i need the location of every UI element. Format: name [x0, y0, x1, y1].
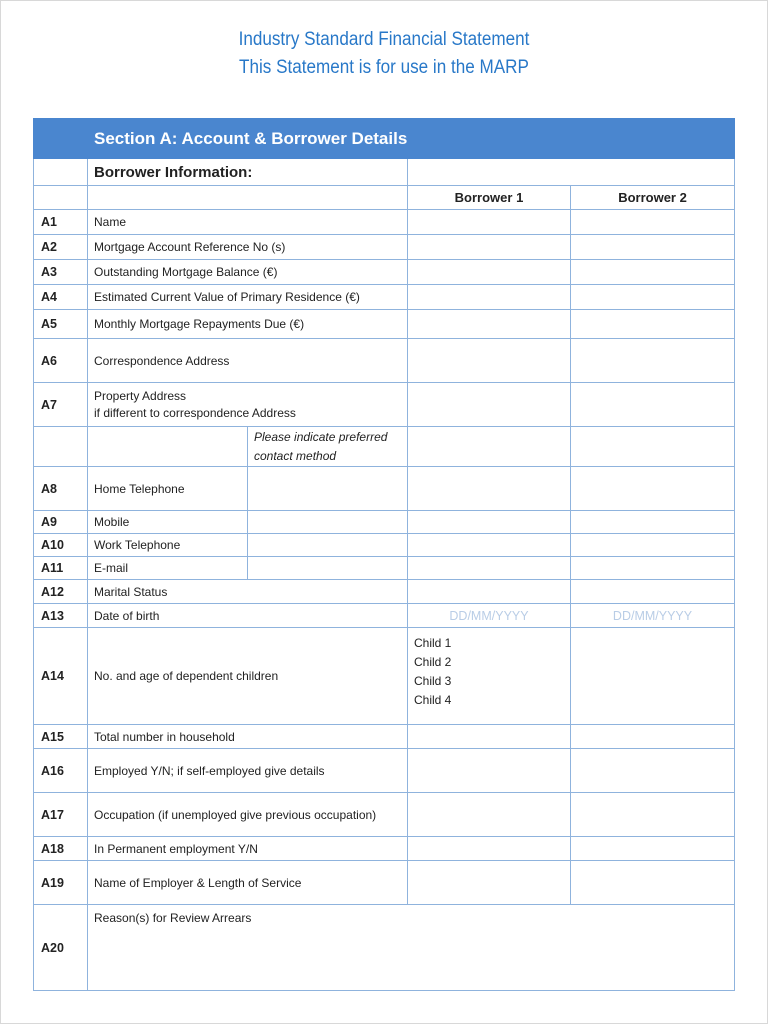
- borrower-details-form: [33, 118, 735, 991]
- borrower1-employer-field[interactable]: [408, 861, 571, 905]
- document-subtitle: This Statement is for use in the MARP: [239, 57, 529, 78]
- row-label: Outstanding Mortgage Balance (€): [88, 260, 408, 285]
- row-code: A14: [34, 628, 88, 725]
- borrower1-name-field[interactable]: [408, 210, 571, 235]
- form-row: [34, 260, 735, 285]
- borrower2-household-field[interactable]: [571, 725, 735, 749]
- reasons-field[interactable]: [88, 905, 735, 991]
- borrower1-home-telephone-field[interactable]: [408, 467, 571, 511]
- borrower2-residence-value-field[interactable]: [571, 285, 735, 310]
- borrower2-correspondence-address-field[interactable]: [571, 339, 735, 383]
- form-row: [34, 210, 735, 235]
- home-telephone-preferred-field[interactable]: [248, 467, 408, 511]
- borrower1-correspondence-address-field[interactable]: [408, 339, 571, 383]
- form-row: [34, 557, 735, 580]
- borrower-info-row: [34, 159, 735, 186]
- row-code: A3: [34, 260, 88, 285]
- mobile-preferred-field[interactable]: [248, 511, 408, 534]
- child-label: Child 4: [414, 693, 452, 707]
- row-code: A11: [34, 557, 88, 580]
- row-label: Total number in household: [88, 725, 408, 749]
- row-label: Name: [88, 210, 408, 235]
- row-code: A10: [34, 534, 88, 557]
- form-row: [34, 905, 735, 991]
- borrower2-employer-field[interactable]: [571, 861, 735, 905]
- child-label: Child 1: [414, 636, 452, 650]
- property-address-label: Property Address: [94, 388, 187, 403]
- contact-method-note: Please indicate preferred contact method: [248, 427, 408, 467]
- row-code: A4: [34, 285, 88, 310]
- row-label: Reason(s) for Review Arrears: [94, 911, 252, 925]
- row-label: Estimated Current Value of Primary Residence (€): [88, 285, 408, 310]
- row-label: Date of birth: [88, 604, 408, 628]
- row-label: Work Telephone: [88, 534, 248, 557]
- borrower2-balance-field[interactable]: [571, 260, 735, 285]
- borrower-info-heading: Borrower Information:: [88, 159, 408, 186]
- form-row: [34, 725, 735, 749]
- borrower2-mortgage-ref-field[interactable]: [571, 235, 735, 260]
- borrower1-residence-value-field[interactable]: [408, 285, 571, 310]
- contact-note-row: [34, 427, 735, 467]
- form-row: [34, 749, 735, 793]
- row-code: A1: [34, 210, 88, 235]
- borrower2-permanent-employment-field[interactable]: [571, 837, 735, 861]
- row-code: A19: [34, 861, 88, 905]
- section-header-row: [34, 119, 735, 159]
- row-code: A15: [34, 725, 88, 749]
- row-label: Occupation (if unemployed give previous occupation): [88, 793, 408, 837]
- form-row: [34, 285, 735, 310]
- form-row: [34, 604, 735, 628]
- row-label: Mortgage Account Reference No (s): [88, 235, 408, 260]
- row-label: In Permanent employment Y/N: [88, 837, 408, 861]
- row-label: [88, 383, 408, 427]
- row-code: A16: [34, 749, 88, 793]
- borrower1-dob-field[interactable]: DD/MM/YYYY: [408, 604, 571, 628]
- row-label: E-mail: [88, 557, 248, 580]
- row-label: Correspondence Address: [88, 339, 408, 383]
- row-code: A8: [34, 467, 88, 511]
- row-code: A7: [34, 383, 88, 427]
- row-code: A6: [34, 339, 88, 383]
- borrower1-marital-status-field[interactable]: [408, 580, 571, 604]
- form-row: [34, 511, 735, 534]
- borrower1-property-address-field[interactable]: [408, 383, 571, 427]
- borrower2-mobile-field[interactable]: [571, 511, 735, 534]
- email-preferred-field[interactable]: [248, 557, 408, 580]
- row-code: A12: [34, 580, 88, 604]
- borrower1-permanent-employment-field[interactable]: [408, 837, 571, 861]
- form-row: [34, 628, 735, 725]
- document-title: Industry Standard Financial Statement: [238, 29, 530, 50]
- child-label: Child 2: [414, 655, 452, 669]
- form-row: [34, 580, 735, 604]
- borrower2-children-field[interactable]: [571, 628, 735, 725]
- borrower2-occupation-field[interactable]: [571, 793, 735, 837]
- borrower1-repayments-field[interactable]: [408, 310, 571, 339]
- borrower1-balance-field[interactable]: [408, 260, 571, 285]
- work-telephone-preferred-field[interactable]: [248, 534, 408, 557]
- form-row: [34, 534, 735, 557]
- row-code: A17: [34, 793, 88, 837]
- form-row: [34, 383, 735, 427]
- borrower1-children-field[interactable]: [408, 628, 571, 725]
- row-label: Marital Status: [88, 580, 408, 604]
- borrower1-household-field[interactable]: [408, 725, 571, 749]
- borrower2-work-telephone-field[interactable]: [571, 534, 735, 557]
- borrower2-marital-status-field[interactable]: [571, 580, 735, 604]
- borrower-columns-row: [34, 186, 735, 210]
- borrower2-dob-field[interactable]: DD/MM/YYYY: [571, 604, 735, 628]
- row-code: A13: [34, 604, 88, 628]
- section-title: Section A: Account & Borrower Details: [88, 119, 735, 159]
- row-label: Employed Y/N; if self-employed give details: [88, 749, 408, 793]
- borrower2-home-telephone-field[interactable]: [571, 467, 735, 511]
- borrower1-employed-field[interactable]: [408, 749, 571, 793]
- borrower2-heading: Borrower 2: [571, 186, 735, 210]
- form-row: [34, 793, 735, 837]
- borrower2-employed-field[interactable]: [571, 749, 735, 793]
- row-label: Monthly Mortgage Repayments Due (€): [88, 310, 408, 339]
- row-code: A5: [34, 310, 88, 339]
- row-label: Name of Employer & Length of Service: [88, 861, 408, 905]
- row-label: Mobile: [88, 511, 248, 534]
- row-code: A9: [34, 511, 88, 534]
- borrower2-repayments-field[interactable]: [571, 310, 735, 339]
- form-row: [34, 467, 735, 511]
- row-code: A2: [34, 235, 88, 260]
- borrower1-email-field[interactable]: [408, 557, 571, 580]
- property-address-sublabel: if different to correspondence Address: [94, 405, 296, 420]
- form-row: [34, 310, 735, 339]
- form-row: [34, 235, 735, 260]
- borrower2-email-field[interactable]: [571, 557, 735, 580]
- borrower1-mortgage-ref-field[interactable]: [408, 235, 571, 260]
- borrower2-property-address-field[interactable]: [571, 383, 735, 427]
- borrower1-heading: Borrower 1: [408, 186, 571, 210]
- form-row: [34, 861, 735, 905]
- row-label: No. and age of dependent children: [88, 628, 408, 725]
- row-code: A18: [34, 837, 88, 861]
- row-code: A20: [34, 905, 88, 991]
- form-row: [34, 837, 735, 861]
- borrower1-occupation-field[interactable]: [408, 793, 571, 837]
- borrower1-mobile-field[interactable]: [408, 511, 571, 534]
- borrower2-name-field[interactable]: [571, 210, 735, 235]
- row-label: Home Telephone: [88, 467, 248, 511]
- child-label: Child 3: [414, 674, 452, 688]
- borrower1-work-telephone-field[interactable]: [408, 534, 571, 557]
- form-row: [34, 339, 735, 383]
